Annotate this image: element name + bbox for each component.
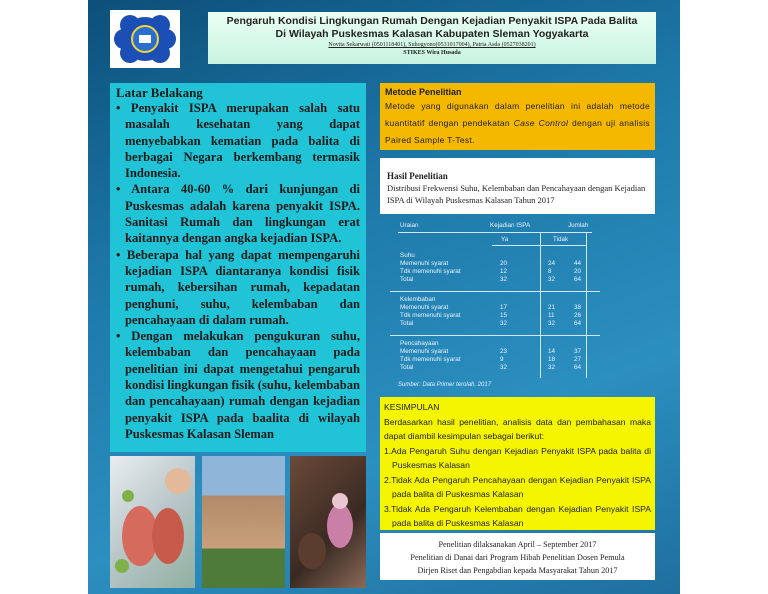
- list-item: 2.Tidak Ada Pengaruh Pencahayaan dengan Kejadian Penyakit ISPA pada balita di Puskesmas Kalasan: [384, 474, 651, 499]
- table-cell: 32: [500, 276, 508, 283]
- table-cell: 37: [574, 348, 582, 355]
- authors: Novita Sekarwati (0501118401), Suhogyono(0531017004), Patria Asda (0527038201): [328, 42, 536, 48]
- list-item: • Penyakit ISPA merupakan salah satu masalah kesehatan yang dapat menyebabkan kematian pada balita di berbagai Negara berkembang termasik Indonesia.: [116, 100, 360, 181]
- list-item: 1.Ada Pengaruh Suhu dengan Kejadian Penyakit ISPA pada balita di Puskesmas Kalasan: [384, 445, 651, 470]
- table-cell: 18: [548, 356, 556, 363]
- poster-title-line2: Di Wilayah Puskesmas Kalasan Kabupaten Sleman Yogyakarta: [275, 28, 589, 40]
- table-cell: 17: [500, 304, 508, 311]
- table-cell: 26: [574, 312, 582, 319]
- table-cell: Memenuhi syarat: [400, 348, 449, 355]
- footer-line: Penelitian dilaksanakan April – September 2017: [438, 540, 597, 549]
- text: Metode yang digunakan dalam penelitian ini adalah metode kuantitatif dengan pendekatan: [385, 101, 650, 128]
- table-cell: Tdk memenuhi syarat: [400, 268, 461, 275]
- table-cell: 20: [500, 260, 508, 267]
- institution-logo: [110, 10, 180, 68]
- table-cell: 32: [500, 364, 508, 371]
- table-cell: 27: [574, 356, 582, 363]
- table-cell: 32: [548, 320, 556, 327]
- case-control-term: Case Control: [513, 118, 569, 128]
- list-item: • Dengan melakukan pengukuran suhu, kelembaban dan pencahayaan pada penelitian ini dapat mengetahui pengaruh kondisi lingkungan fisik (suhu, kelembaban dan pencahayaan) rumah dengan kejadian penyakit ISPA pada baalita di wilayah Puskesmas Kalasan Sleman: [116, 328, 360, 442]
- table-group-label: Kelembaban: [400, 296, 436, 303]
- house-photo: [202, 456, 285, 588]
- table-cell: 11: [548, 312, 555, 319]
- kesimpulan-intro: Berdasarkan hasil penelitian, analisis data dan pembahasan maka dapat diambil kesimpulan sebagai berikut:: [384, 416, 651, 441]
- header-uraian: Uraian: [400, 222, 419, 229]
- table-cell: 24: [548, 260, 556, 267]
- header-jumlah: Jumlah: [568, 222, 589, 229]
- section-title: Metode Penelitian: [385, 87, 462, 97]
- table-group-label: Pencahayaan: [400, 340, 439, 347]
- interview-photo: [290, 456, 366, 588]
- table-cell: 9: [500, 356, 504, 363]
- table-cell: 44: [574, 260, 582, 267]
- poster-title-line1: Pengaruh Kondisi Lingkungan Rumah Dengan Kejadian Penyakit ISPA Pada Balita: [226, 15, 638, 27]
- hasil-text: Distribusi Frekwensi Suhu, Kelembaban dan Pencahayaan dengan Kejadian ISPA di Wilayah Puskesmas Kalasan Tahun 2017: [387, 183, 646, 205]
- metode-text: [385, 98, 650, 149]
- table-cell: 32: [548, 364, 556, 371]
- institution: STIKES Wira Husada: [403, 50, 461, 56]
- table-cell: 8: [548, 268, 552, 275]
- table-cell: 23: [500, 348, 508, 355]
- table-cell: 21: [548, 304, 556, 311]
- table-group-label: Suhu: [400, 252, 415, 259]
- title-box: [208, 12, 656, 64]
- footer-line: Penelitian di Danai dari Program Hibah Penelitian Dosen Pemula: [410, 553, 625, 562]
- hasil-section: [380, 158, 655, 214]
- table-cell: Total: [400, 364, 414, 371]
- text: dengan uji analisis Paired Sample T-Test.: [385, 118, 650, 145]
- table-cell: Total: [400, 320, 414, 327]
- table-cell: 14: [548, 348, 556, 355]
- table-source: Sumber: Data Primer terolah, 2017: [398, 382, 492, 388]
- table-cell: Tdk memenuhi syarat: [400, 356, 461, 363]
- metode-section: [380, 83, 655, 150]
- table-cell: Tdk memenuhi syarat: [400, 312, 461, 319]
- table-cell: Memenuhi syarat: [400, 260, 449, 267]
- list-item: • Beberapa hal yang dapat mempengaruhi kejadian ISPA diantaranya kondisi fisik rumah, kebersihan rumah, kepadatan penghuni, suhu, kelembaban dan pencahayaan di dalam rumah.: [116, 247, 360, 328]
- table-cell: 38: [574, 304, 582, 311]
- header-tidak: Tidak: [553, 236, 569, 243]
- table-cell: 12: [500, 268, 508, 275]
- table-cell: 15: [500, 312, 508, 319]
- lung-illustration-photo: [110, 456, 195, 588]
- list-item: • Antara 40-60 % dari kunjungan di Puskesmas adalah karena penyakit ISPA. Sanitasi Rumah dan lingkungan erat kaitannya dengan angka kejadian ISPA.: [116, 181, 360, 246]
- table-cell: 32: [548, 276, 556, 283]
- list-item: 3.Tidak Ada Pengaruh Kelembaban dengan Kejadian Penyakit ISPA pada balita di Puskesmas Kalasan: [384, 503, 651, 528]
- table-cell: 64: [574, 320, 582, 327]
- table-cell: 32: [500, 320, 508, 327]
- section-title: KESIMPULAN: [384, 402, 440, 412]
- table-cell: 20: [574, 268, 582, 275]
- table-cell: 64: [574, 276, 582, 283]
- footer-line: Dirjen Riset dan Pengabdian kepada Masyarakat Tahun 2017: [417, 566, 618, 575]
- table-cell: Memenuhi syarat: [400, 304, 449, 311]
- funding-note: [380, 533, 655, 580]
- kesimpulan-section: [380, 397, 655, 530]
- results-table: [390, 218, 600, 393]
- table-cell: 64: [574, 364, 582, 371]
- table-cell: Total: [400, 276, 414, 283]
- latar-belakang-section: [110, 83, 366, 452]
- header-kejadian: Kejadian ISPA: [490, 222, 531, 229]
- header-ya: Ya: [501, 236, 509, 243]
- section-title: Latar Belakang: [116, 85, 203, 100]
- section-title: Hasil Penelitian: [387, 171, 448, 181]
